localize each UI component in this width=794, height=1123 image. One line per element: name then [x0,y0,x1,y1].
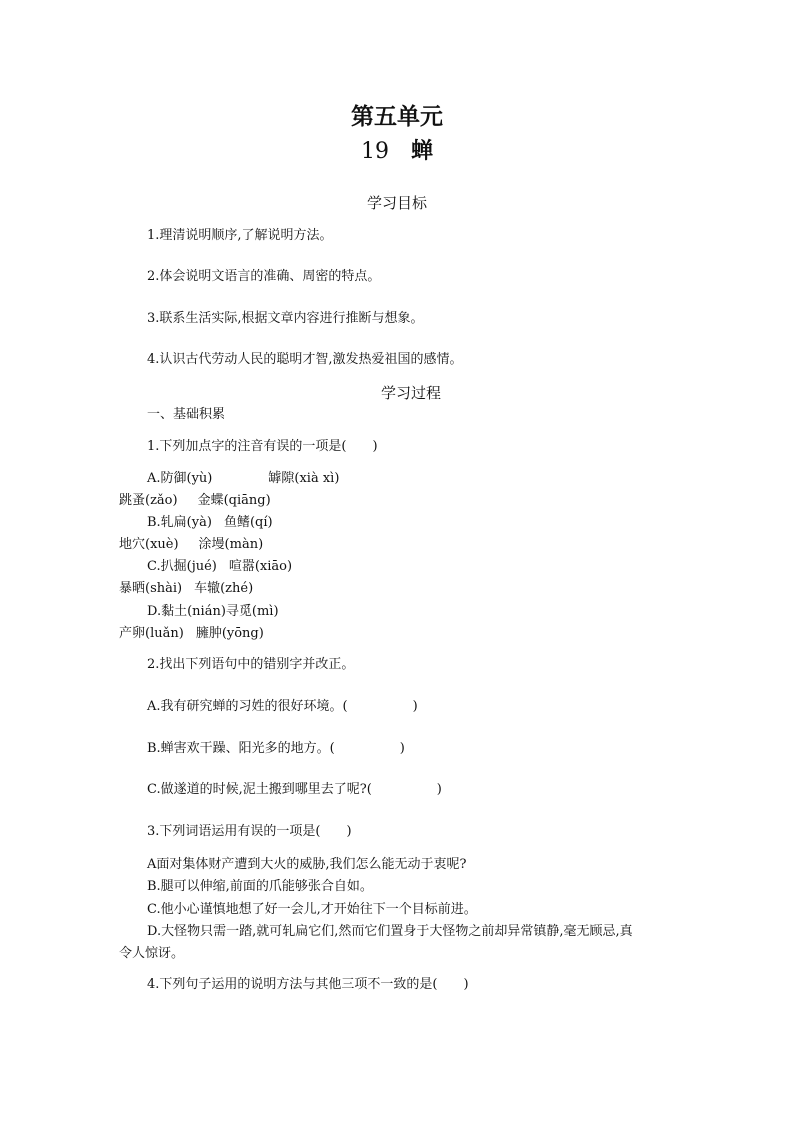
question-1-option-d-cont [119,625,264,643]
goal-item: 1.理清说明顺序,了解说明方法。 [147,228,333,243]
goal-item: 2.体会说明文语言的准确、周密的特点。 [147,269,381,284]
option-item: 跳蚤(zǎo) [119,493,178,508]
goal-item: 3.联系生活实际,根据文章内容进行推断与想象。 [147,311,424,326]
option-item: 金蝶(qiāng) [197,493,271,508]
option-item: 鱼鳍(qí) [223,515,273,530]
question-4-stem: 4.下列句子运用的说明方法与其他三项不一致的是( ) [147,977,469,992]
lesson-name: 蝉 [410,139,433,164]
question-1-stem: 1.下列加点字的注音有误的一项是( ) [147,439,378,454]
option-item: 暴晒(shài) [119,581,183,596]
question-2-item-c: C.做遂道的时候,泥土搬到哪里去了呢?( ) [147,782,442,797]
unit-title: 第五单元 [351,104,443,130]
question-3-option-d-cont: 令人惊讶。 [119,946,185,961]
question-3-option-a: A面对集体财产遭到大火的威胁,我们怎么能无动于衷呢? [147,857,467,872]
question-1-option-b-cont [119,536,263,554]
option-item: 罅隙(xià xì) [268,471,340,486]
question-1-option-d: D.黏土(nián)寻觅(mì) [147,604,279,619]
question-3-option-b: B.腿可以伸缩,前面的爪能够张合自如。 [147,879,373,894]
question-2-stem: 2.找出下列语句中的错别字并改正。 [147,657,355,672]
question-3-option-d: D.大怪物只需一踏,就可轧扁它们,然而它们置身于大怪物之前却异常镇静,毫无顾忌,真 [147,924,633,939]
question-3-stem: 3.下列词语运用有误的一项是( ) [147,824,352,839]
question-3-option-c: C.他小心谨慎地想了好一会儿,才开始往下一个目标前进。 [147,902,477,917]
question-1-option-a [147,470,339,488]
question-1-option-c [147,558,292,576]
question-2-item-a: A.我有研究蝉的习姓的很好环境。( ) [147,699,418,714]
option-item: A.防御(yù) [147,471,213,486]
option-item: 喧嚣(xiāo) [228,559,293,574]
option-item: B.轧扁(yà) [147,515,212,530]
option-item: C.扒掘(jué) [147,559,217,574]
lesson-title [0,137,794,167]
option-item: 产卵(luǎn) [119,626,184,641]
option-item: 地穴(xuè) [119,537,179,552]
goals-heading: 学习目标 [366,194,427,212]
question-1-option-a-cont [119,492,271,510]
part-heading: 一、基础积累 [147,407,226,422]
question-1-option-b [147,514,273,532]
question-2-item-b: B.蝉害欢干躁、阳光多的地方。( ) [147,741,405,756]
goal-item: 4.认识古代劳动人民的聪明才智,激发热爱祖国的感情。 [147,352,463,367]
option-item: 涂墁(màn) [198,537,264,552]
process-heading: 学习过程 [381,384,442,402]
option-item: 臃肿(yōng) [195,626,264,641]
option-item: 车辙(zhé) [194,581,254,596]
question-1-option-c-cont [119,580,253,598]
lesson-number: 19 [360,139,389,164]
